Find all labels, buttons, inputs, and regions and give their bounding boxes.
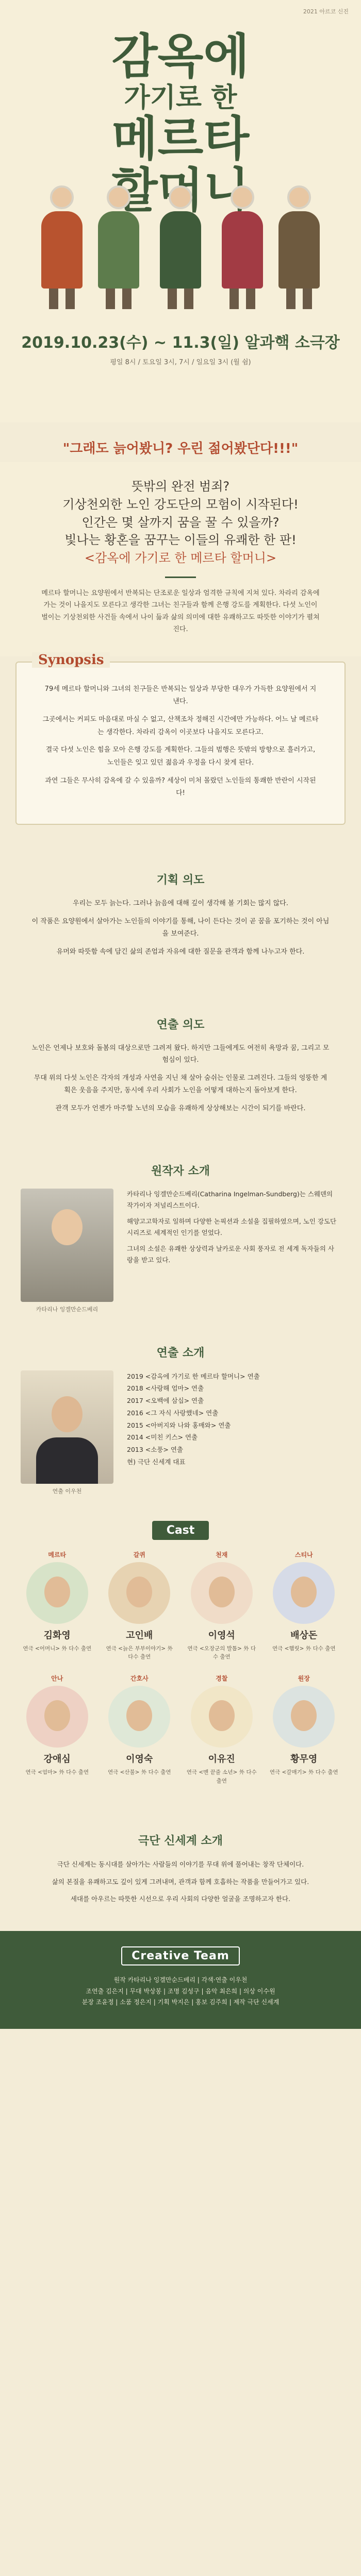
director-credit-item: 2017 <오백에 삼십> 연출 xyxy=(127,1397,204,1405)
plan-paragraph: 이 작품은 요양원에서 살아가는 노인들의 이야기를 통해, 나이 든다는 것이 곧 꿈을 포기하는 것이 아님을 보여준다. xyxy=(31,918,330,938)
intro-line-3: 인간은 몇 살까지 꿈을 꿀 수 있을까? xyxy=(81,515,280,530)
cast-bio: 연극 <어머니> 外 다수 출연 xyxy=(23,1645,92,1652)
poster-date-row xyxy=(0,330,361,366)
cast-card xyxy=(21,1550,94,1662)
author-paragraph: 그녀의 소설은 유쾌한 상상력과 날카로운 사회 풍자로 전 세계 독자들의 사랑을 받고 있다. xyxy=(127,1244,334,1264)
cast-avatar xyxy=(108,1686,170,1748)
plan-paragraph: 우리는 모두 늙는다. 그러나 늙음에 대해 깊이 생각해 볼 기회는 많지 않다. xyxy=(73,900,288,908)
figure-grandma-1 xyxy=(41,185,83,309)
cast-name: 이영석 xyxy=(208,1630,235,1641)
cast-label: Cast xyxy=(152,1521,209,1540)
cast-card xyxy=(185,1674,258,1786)
director-credit-item: 현) 극단 신세계 대표 xyxy=(127,1458,186,1466)
cast-role: 스티나 xyxy=(294,1551,313,1558)
synopsis-box xyxy=(15,652,346,825)
figure-grandpa-2 xyxy=(278,185,320,309)
cast-role: 안나 xyxy=(51,1675,63,1683)
intro-divider xyxy=(165,577,196,578)
director-credits xyxy=(127,1370,260,1468)
director-credit-item: 2014 <미친 키스> 연출 xyxy=(127,1433,198,1442)
cast-bio: 연극 <산불> 外 다수 출연 xyxy=(107,1769,171,1776)
cast-role: 갈퀴 xyxy=(133,1551,145,1558)
title-line-1: 감옥에 xyxy=(111,29,250,84)
cast-avatar xyxy=(191,1562,253,1624)
cast-role: 경찰 xyxy=(216,1675,228,1683)
cast-role: 메르타 xyxy=(48,1551,67,1558)
figure-grandma-3 xyxy=(222,185,263,309)
intro-headline xyxy=(0,478,361,567)
cast-avatar xyxy=(191,1686,253,1748)
cast-grid xyxy=(21,1550,340,1786)
cast-role: 원장 xyxy=(298,1675,310,1683)
synopsis-paragraph: 과연 그들은 무사히 감옥에 갈 수 있을까? 세상이 미처 몰랐던 노인들의 통쾌한 반란이 시작된다! xyxy=(45,776,316,798)
synopsis-paragraph: 결국 다섯 노인은 힘을 모아 은행 강도를 계획한다. 그들의 범행은 뜻밖의 방향으로 흘러가고, 노인들은 잊고 있던 젊음과 우정을 다시 찾게 된다. xyxy=(45,746,316,767)
top-note: 2021 아르코 신진 xyxy=(303,8,349,15)
author-text xyxy=(127,1189,340,1270)
direction-section xyxy=(0,985,361,1142)
intro-line-4: 빛나는 황혼을 꿈꾸는 이들의 유쾌한 한 판! xyxy=(64,533,297,548)
plan-section xyxy=(0,840,361,985)
director-photo xyxy=(21,1370,113,1484)
intro-line-1: 뜻밖의 완전 범죄? xyxy=(131,479,230,494)
director-credit-item: 2016 <그 자식 사랑했네> 연출 xyxy=(127,1409,219,1417)
creative-team-section xyxy=(0,1931,361,2029)
cast-bio: 연극 <엄마> 外 다수 출연 xyxy=(25,1769,89,1776)
company-heading: 극단 신세계 소개 xyxy=(138,1834,223,1848)
company-paragraph: 삶의 본질을 유쾌하고도 깊이 있게 그려내며, 관객과 함께 호흡하는 작품을 만들어가고 있다. xyxy=(52,1877,309,1886)
figure-grandpa-1 xyxy=(160,185,201,309)
cast-avatar xyxy=(26,1686,88,1748)
director-section xyxy=(0,1324,361,1505)
cast-card xyxy=(268,1674,341,1786)
performance-times: 평일 8시 / 토요일 3시, 7시 / 일요일 3시 (월 쉼) xyxy=(110,359,251,366)
creative-line: 분장 조윤정 | 소품 정은지 | 기획 박지은 | 홍보 김주희 | 제작 극단 신세계 xyxy=(81,1998,280,2006)
cast-avatar xyxy=(26,1562,88,1624)
cast-bio: 연극 <갈매기> 外 다수 출연 xyxy=(269,1769,338,1776)
director-credit-item: 2013 <소풍> 연출 xyxy=(127,1446,184,1454)
plan-paragraph: 유머와 따뜻함 속에 담긴 삶의 존엄과 자유에 대한 질문을 관객과 함께 나누고자 한다. xyxy=(56,948,305,956)
director-credit-item: 2018 <사랑해 엄마> 연출 xyxy=(127,1384,204,1393)
author-caption: 카타리나 잉겔만순드베리 xyxy=(36,1306,99,1313)
director-credit-item: 2015 <아버지와 나와 홍매와> 연출 xyxy=(127,1421,231,1429)
direction-heading: 연출 의도 xyxy=(156,1018,205,1031)
cast-avatar xyxy=(273,1686,335,1748)
direction-paragraph: 무대 위의 다섯 노인은 각자의 개성과 사연을 지닌 채 살아 숨쉬는 인물로 그려진다. 그들의 엉뚱한 계획은 웃음을 주지만, 동시에 우리 사회가 노인을 어떻게 대하는지 돌아보게 한다. xyxy=(34,1074,327,1094)
cast-card xyxy=(103,1550,176,1662)
director-caption: 연출 이우천 xyxy=(52,1487,82,1495)
direction-paragraph: 노인은 언제나 보호와 돌봄의 대상으로만 그려져 왔다. 하지만 그들에게도 여전히 욕망과 꿈, 그리고 모험심이 있다. xyxy=(31,1044,330,1064)
direction-paragraph: 관객 모두가 언젠가 마주할 노년의 모습을 유쾌하게 상상해보는 시간이 되기를 바란다. xyxy=(55,1105,306,1113)
figure-grandma-2 xyxy=(98,185,139,309)
cast-name: 배상돈 xyxy=(290,1630,318,1641)
cast-name: 김화영 xyxy=(43,1630,71,1641)
cast-card xyxy=(21,1674,94,1786)
cast-bio: 연극 <햄릿> 外 다수 출연 xyxy=(272,1645,336,1652)
author-photo xyxy=(21,1189,113,1302)
author-paragraph: 해양고고학자로 일하며 다양한 논픽션과 소설을 집필하였으며, 노인 강도단 시리즈로 세계적인 인기를 얻었다. xyxy=(127,1217,337,1237)
director-heading: 연출 소개 xyxy=(156,1346,205,1360)
cast-name: 강애심 xyxy=(43,1754,71,1765)
cast-card xyxy=(268,1550,341,1662)
creative-team-label: Creative Team xyxy=(121,1946,240,1965)
performance-dates: 2019.10.23(수) ~ 11.3(일) 알과핵 소극장 xyxy=(21,334,340,352)
title-line-2: 가기로 한 xyxy=(124,82,237,113)
intro-line-5: <감옥에 가기로 한 메르타 할머니> xyxy=(84,551,277,566)
cast-card xyxy=(103,1674,176,1786)
cast-avatar xyxy=(273,1562,335,1624)
cast-name: 이영숙 xyxy=(126,1754,153,1765)
cast-bio: 연극 <맨 끝줄 소년> 外 다수 출연 xyxy=(186,1769,257,1784)
cast-section xyxy=(0,1505,361,1801)
cast-role: 천재 xyxy=(216,1551,228,1558)
intro-paragraph: 메르타 할머니는 요양원에서 반복되는 단조로운 일상과 엄격한 규칙에 지쳐 있다. 차라리 감옥에 가는 것이 나을지도 모른다고 생각한 그녀는 친구들과 함께 은행 강도를 계획한다. 다섯 노인이 벌이는 기상천외한 사건들 속에서 나이 듦과 삶의 의미에 대한 유쾌하고도 따뜻한 이야기가 펼쳐진다. xyxy=(41,589,320,634)
cast-name: 황무영 xyxy=(290,1754,318,1765)
company-paragraph: 세대를 아우르는 따뜻한 시선으로 우리 사회의 다양한 얼굴을 조명하고자 한다. xyxy=(70,1895,291,1903)
cast-name: 이유진 xyxy=(208,1754,235,1765)
cast-avatar xyxy=(108,1562,170,1624)
title-line-3: 메르타 xyxy=(111,111,250,166)
creative-line: 원작 카타리나 잉겔만순드베리 | 각색·연출 이우천 xyxy=(113,1976,248,1984)
company-paragraph: 극단 신세계는 동시대를 살아가는 사람들의 이야기를 무대 위에 풀어내는 창작 단체이다. xyxy=(57,1860,304,1868)
company-section xyxy=(0,1801,361,1931)
tagline-quote: "그래도 늙어봤니? 우린 젊어봤단다!!!" xyxy=(62,441,299,456)
author-section xyxy=(0,1142,361,1324)
creative-line: 조연출 김은지 | 무대 박상봉 | 조명 김성구 | 음악 최은희 | 의상 이수원 xyxy=(86,1987,275,1995)
author-paragraph: 카타리나 잉겔만순드베리(Catharina Ingelman-Sundberg)는 스웨덴의 작가이자 저널리스트이다. xyxy=(127,1190,333,1210)
synopsis-paragraph: 그곳에서는 커피도 마음대로 마실 수 없고, 산책조차 정해진 시간에만 가능하다. 어느 날 메르타는 생각한다. 차라리 감옥이 이곳보다 나을지도 모른다고. xyxy=(42,715,319,736)
cast-card xyxy=(185,1550,258,1662)
cast-bio: 연극 <늙은 부부이야기> 外 다수 출연 xyxy=(106,1645,173,1660)
intro-section xyxy=(0,462,361,656)
poster-illustration xyxy=(0,170,361,309)
synopsis-paragraph: 79세 메르타 할머니와 그녀의 친구들은 반복되는 일상과 부당한 대우가 가득한 요양원에서 지낸다. xyxy=(44,685,317,706)
cast-name: 고인배 xyxy=(126,1630,153,1641)
cast-role: 간호사 xyxy=(130,1675,149,1683)
author-heading: 원작자 소개 xyxy=(151,1164,210,1178)
poster xyxy=(0,0,361,422)
director-credit-item: 2019 <감옥에 가기로 한 메르타 할머니> 연출 xyxy=(127,1372,260,1380)
cast-bio: 연극 <오장군의 발톱> 外 다수 출연 xyxy=(187,1645,256,1660)
synopsis-badge: Synopsis xyxy=(32,652,110,668)
plan-heading: 기획 의도 xyxy=(156,874,205,887)
intro-line-2: 기상천외한 노인 강도단의 모험이 시작된다! xyxy=(62,497,299,512)
